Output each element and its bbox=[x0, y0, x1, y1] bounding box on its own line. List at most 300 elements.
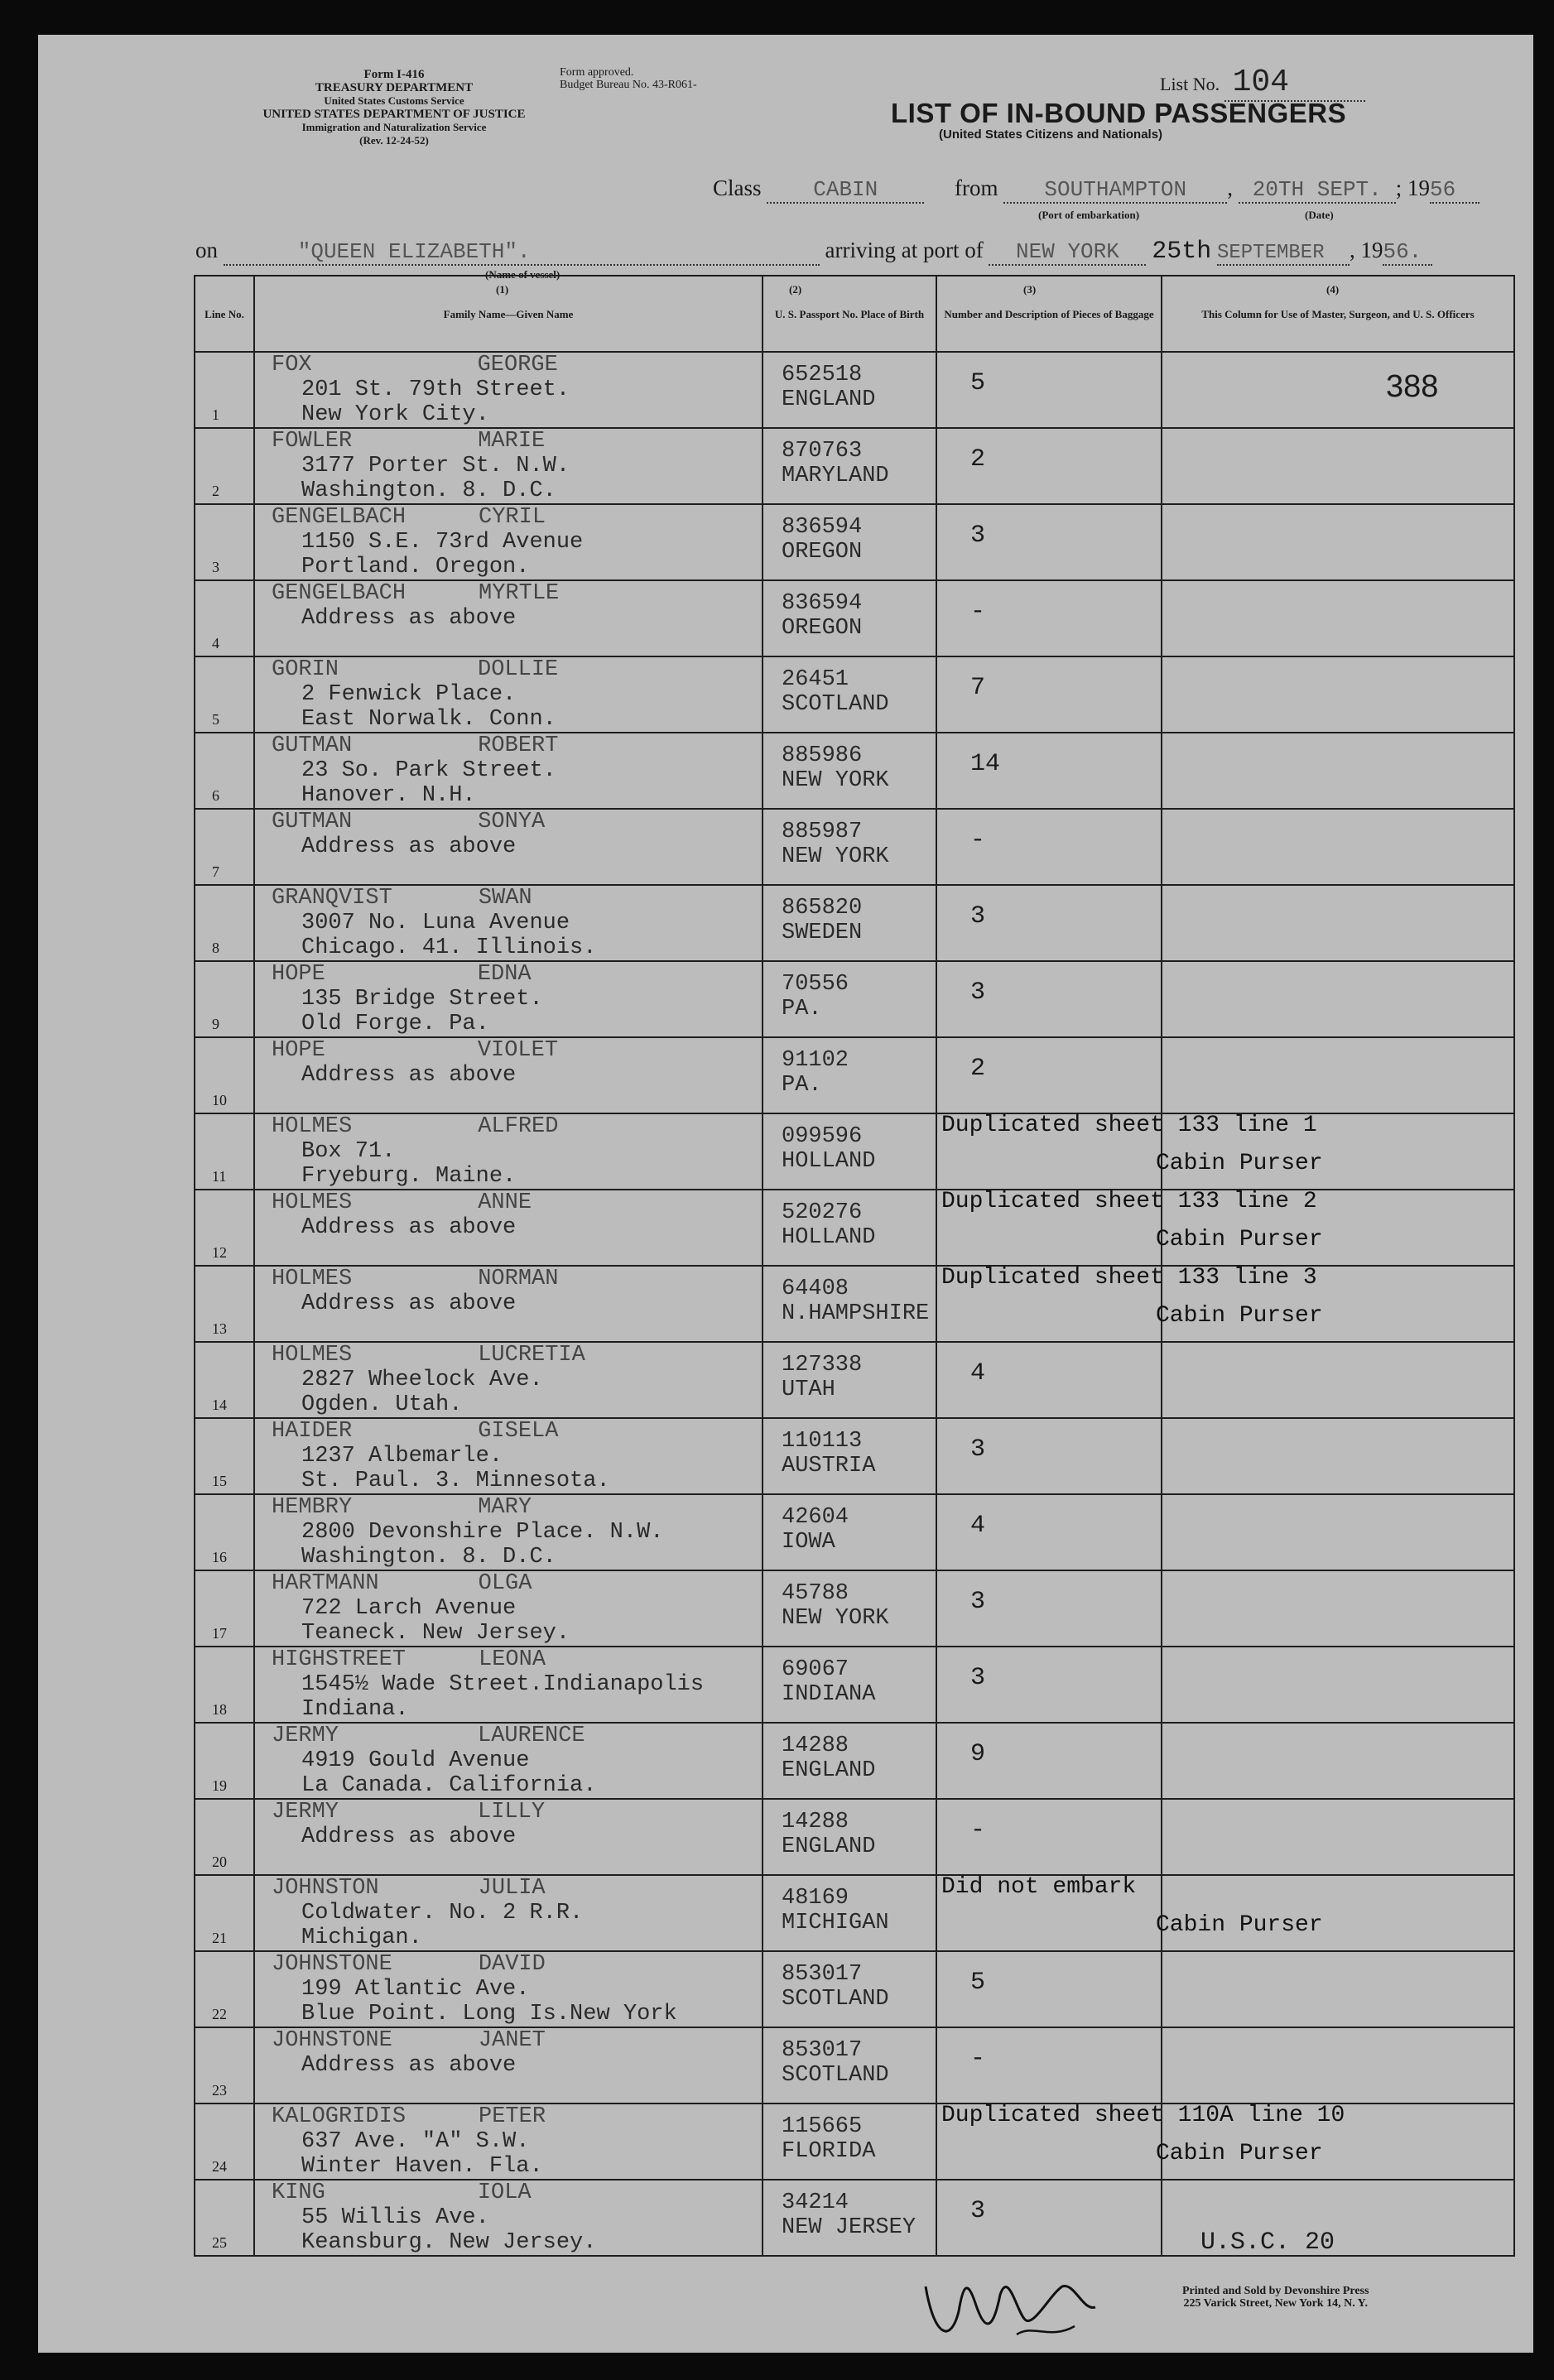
place-of-birth: N.HAMPSHIRE bbox=[782, 1301, 930, 1326]
duplicate-note: Duplicated sheet 133 line 3 bbox=[941, 1265, 1317, 1291]
table-row bbox=[195, 2027, 1514, 2104]
name-block bbox=[272, 1724, 596, 1798]
baggage-count: 2 bbox=[970, 445, 986, 474]
passport-number: 853017 bbox=[782, 1962, 863, 1987]
line-number: 13 bbox=[212, 1320, 227, 1337]
printer-line-2: 225 Varick Street, New York 14, N. Y. bbox=[1183, 2297, 1369, 2310]
passport-cell bbox=[763, 1190, 936, 1266]
baggage-count: - bbox=[970, 1816, 986, 1844]
class-value: CABIN bbox=[767, 177, 924, 204]
on-label: on bbox=[195, 238, 218, 262]
passport-number: 652518 bbox=[782, 363, 863, 387]
table-row bbox=[195, 1875, 1514, 1951]
name-cell bbox=[254, 1875, 763, 1951]
passport-block bbox=[782, 667, 889, 717]
passport-cell bbox=[763, 1342, 936, 1418]
given-name: LILLY bbox=[478, 1800, 546, 1825]
line-number: 8 bbox=[212, 940, 219, 956]
form-revision: (Rev. 12-24-52) bbox=[359, 134, 429, 147]
name-cell bbox=[254, 504, 763, 580]
name-block bbox=[272, 581, 559, 656]
passport-cell bbox=[763, 733, 936, 809]
port-caption: (Port of embarkation) bbox=[1038, 209, 1140, 221]
officers-cell bbox=[1162, 1494, 1514, 1570]
given-name: EDNA bbox=[477, 962, 532, 987]
passport-number: 853017 bbox=[782, 2038, 863, 2063]
address-line-1: Address as above bbox=[301, 834, 517, 859]
baggage-cell bbox=[936, 2027, 1162, 2104]
passport-cell bbox=[763, 504, 936, 580]
address-line-2: Michigan. bbox=[301, 1926, 422, 1950]
line-no-cell bbox=[195, 885, 254, 961]
passport-cell bbox=[763, 1418, 936, 1494]
place-of-birth: SCOTLAND bbox=[782, 2063, 889, 2088]
baggage-count: 3 bbox=[970, 1588, 986, 1616]
address-line-1: Box 71. bbox=[301, 1139, 396, 1164]
officers-cell bbox=[1162, 1951, 1514, 2027]
baggage-cell bbox=[936, 1342, 1162, 1418]
table-row bbox=[195, 504, 1514, 580]
given-name: JULIA bbox=[478, 1876, 546, 1901]
passport-block bbox=[782, 2114, 875, 2164]
passport-number: 14288 bbox=[782, 1733, 849, 1758]
line-no-cell bbox=[195, 1570, 254, 1647]
table-row bbox=[195, 580, 1514, 656]
name-block bbox=[272, 1267, 558, 1341]
address-line-2: Chicago. 41. Illinois. bbox=[301, 935, 597, 960]
name-cell bbox=[254, 656, 763, 733]
baggage-cell bbox=[936, 1723, 1162, 1799]
col-baggage: Number and Description of Pieces of Baggage bbox=[936, 276, 1162, 352]
address-line-1: 23 So. Park Street. bbox=[301, 758, 556, 783]
line-no-cell bbox=[195, 504, 254, 580]
passport-number: 127338 bbox=[782, 1353, 863, 1378]
col-number-4: (4) bbox=[1326, 283, 1340, 296]
passenger-rows bbox=[195, 352, 1514, 2256]
surname: GENGELBACH bbox=[272, 581, 407, 606]
officers-cell bbox=[1162, 580, 1514, 656]
address-line-1: 2827 Wheelock Ave. bbox=[301, 1368, 543, 1392]
table-row bbox=[195, 1494, 1514, 1570]
passport-cell bbox=[763, 1647, 936, 1723]
arriving-label: arriving at port of bbox=[825, 238, 984, 262]
address-line-2: Indiana. bbox=[301, 1697, 409, 1722]
baggage-count: 14 bbox=[970, 750, 1001, 778]
date-year-prefix: 19 bbox=[1407, 175, 1431, 200]
address-line-2: Portland. Oregon. bbox=[301, 555, 530, 579]
place-of-birth: NEW JERSEY bbox=[782, 2215, 917, 2240]
passport-number: 110113 bbox=[782, 1429, 863, 1454]
line-number: 6 bbox=[212, 787, 219, 804]
given-name: DOLLIE bbox=[478, 657, 559, 682]
passport-number: 865820 bbox=[782, 896, 863, 921]
date-value: 20TH SEPT. bbox=[1239, 177, 1396, 204]
officers-cell bbox=[1162, 352, 1514, 428]
name-cell bbox=[254, 1266, 763, 1342]
line-no-cell bbox=[195, 1875, 254, 1951]
surname: GENGELBACH bbox=[272, 505, 407, 530]
address-line-1: 1545½ Wade Street.Indianapolis bbox=[301, 1672, 705, 1697]
line-number: 22 bbox=[212, 2006, 227, 2022]
name-cell bbox=[254, 1647, 763, 1723]
name-block bbox=[272, 1190, 532, 1265]
cabin-purser-label: Cabin Purser bbox=[1156, 1151, 1323, 1176]
vessel-caption: (Name of vessel) bbox=[485, 268, 560, 281]
given-name: ALFRED bbox=[478, 1114, 559, 1139]
baggage-cell bbox=[936, 733, 1162, 809]
address-line-2: New York City. bbox=[301, 402, 489, 427]
passport-cell bbox=[763, 961, 936, 1037]
address-line-2: Blue Point. Long Is.New York bbox=[301, 2002, 677, 2027]
name-cell bbox=[254, 1799, 763, 1875]
passport-cell bbox=[763, 1494, 936, 1570]
given-name: PETER bbox=[479, 2104, 546, 2129]
passport-cell bbox=[763, 580, 936, 656]
passport-cell bbox=[763, 1113, 936, 1190]
place-of-birth: SCOTLAND bbox=[782, 1987, 889, 2012]
place-of-birth: FLORIDA bbox=[782, 2139, 876, 2164]
passport-number: 885986 bbox=[782, 743, 863, 768]
given-name: MYRTLE bbox=[479, 581, 560, 606]
baggage-count: 5 bbox=[970, 369, 986, 397]
line-number: 5 bbox=[212, 711, 219, 728]
arrival-year: 56. bbox=[1383, 239, 1432, 266]
passport-block bbox=[782, 2190, 916, 2240]
given-name: VIOLET bbox=[477, 1038, 559, 1063]
passport-block bbox=[782, 820, 889, 869]
name-block bbox=[272, 1647, 704, 1722]
address-line-2: Washington. 8. D.C. bbox=[301, 1545, 556, 1570]
given-name: MARIE bbox=[478, 429, 546, 454]
passport-number: 836594 bbox=[782, 591, 863, 616]
from-value: SOUTHAMPTON bbox=[1003, 177, 1227, 204]
given-name: LEONA bbox=[479, 1647, 546, 1672]
baggage-cell bbox=[936, 1037, 1162, 1113]
place-of-birth: ENGLAND bbox=[782, 387, 876, 412]
address-line-2: Ogden. Utah. bbox=[301, 1392, 463, 1417]
name-cell bbox=[254, 352, 763, 428]
surname: KING bbox=[272, 2180, 325, 2205]
name-cell bbox=[254, 961, 763, 1037]
name-block bbox=[272, 1419, 610, 1493]
baggage-cell bbox=[936, 504, 1162, 580]
name-cell bbox=[254, 1037, 763, 1113]
passport-number: 26451 bbox=[782, 667, 849, 692]
place-of-birth: ENGLAND bbox=[782, 1834, 876, 1859]
name-block bbox=[272, 657, 558, 732]
arrival-port: NEW YORK bbox=[989, 239, 1146, 266]
line-no-cell bbox=[195, 656, 254, 733]
table-row bbox=[195, 1037, 1514, 1113]
passport-cell bbox=[763, 2104, 936, 2180]
line-no-cell bbox=[195, 961, 254, 1037]
duplicate-note: Duplicated sheet 133 line 1 bbox=[941, 1113, 1317, 1138]
line-number: 12 bbox=[212, 1244, 227, 1261]
name-block bbox=[272, 1038, 558, 1113]
line-no-cell bbox=[195, 1266, 254, 1342]
line-no-cell bbox=[195, 733, 254, 809]
name-block bbox=[272, 505, 583, 579]
passport-cell bbox=[763, 352, 936, 428]
address-line-1: 3177 Porter St. N.W. bbox=[301, 454, 570, 478]
passport-number: 48169 bbox=[782, 1886, 849, 1911]
passport-block bbox=[782, 1353, 862, 1402]
name-block bbox=[272, 810, 545, 884]
surname: FOWLER bbox=[272, 429, 353, 454]
baggage-cell bbox=[936, 580, 1162, 656]
place-of-birth: OREGON bbox=[782, 616, 863, 641]
address-line-1: 1150 S.E. 73rd Avenue bbox=[301, 530, 584, 555]
col-line-no: Line No. bbox=[195, 276, 254, 352]
baggage-count: - bbox=[970, 2045, 986, 2073]
line-no-cell bbox=[195, 580, 254, 656]
given-name: GISELA bbox=[478, 1419, 559, 1444]
surname: HEMBRY bbox=[272, 1495, 353, 1520]
place-of-birth: NEW YORK bbox=[782, 768, 889, 793]
officers-cell bbox=[1162, 504, 1514, 580]
passport-number: 115665 bbox=[782, 2114, 863, 2139]
col-name: Family Name—Given Name bbox=[254, 276, 763, 352]
date-caption: (Date) bbox=[1305, 209, 1334, 221]
address-line-2: Hanover. N.H. bbox=[301, 783, 476, 808]
surname: HOLMES bbox=[272, 1343, 353, 1368]
passport-block bbox=[782, 896, 862, 945]
passport-cell bbox=[763, 1875, 936, 1951]
name-cell bbox=[254, 733, 763, 809]
baggage-count: 5 bbox=[970, 1969, 986, 1997]
address-line-1: Address as above bbox=[301, 2053, 517, 2078]
line-no-cell bbox=[195, 428, 254, 504]
date-year: 56 bbox=[1430, 177, 1479, 204]
form-issuer-block bbox=[204, 68, 585, 147]
address-line-1: 199 Atlantic Ave. bbox=[301, 1977, 530, 2002]
officers-cell bbox=[1162, 428, 1514, 504]
signature-scrawl bbox=[917, 2262, 1116, 2353]
line-number: 3 bbox=[212, 559, 219, 575]
passport-block bbox=[782, 1200, 875, 1250]
passport-number: 70556 bbox=[782, 972, 849, 997]
vessel-name: "QUEEN ELIZABETH". bbox=[224, 239, 820, 266]
name-cell bbox=[254, 1494, 763, 1570]
surname: JERMY bbox=[272, 1800, 339, 1825]
passport-block bbox=[782, 1277, 929, 1326]
customs-service: United States Customs Service bbox=[324, 94, 464, 107]
address-line-1: 2800 Devonshire Place. N.W. bbox=[301, 1520, 664, 1545]
table-row bbox=[195, 733, 1514, 809]
address-line-1: 135 Bridge Street. bbox=[301, 987, 543, 1012]
address-line-1: Address as above bbox=[301, 1063, 517, 1088]
name-cell bbox=[254, 1570, 763, 1647]
cabin-purser-label: Cabin Purser bbox=[1156, 2141, 1323, 2166]
surname: GRANQVIST bbox=[272, 886, 392, 911]
officers-cell bbox=[1156, 1875, 1514, 1951]
surname: JOHNSTONE bbox=[272, 1952, 392, 1977]
cabin-purser-label: Cabin Purser bbox=[1156, 1303, 1323, 1329]
place-of-birth: HOLLAND bbox=[782, 1225, 876, 1250]
address-line-1: 2 Fenwick Place. bbox=[301, 682, 517, 707]
address-line-1: 201 St. 79th Street. bbox=[301, 377, 570, 402]
duplicate-note: Did not embark bbox=[941, 1874, 1137, 1900]
address-line-1: Address as above bbox=[301, 1291, 517, 1316]
line-number: 20 bbox=[212, 1854, 227, 1870]
officers-cell bbox=[1162, 809, 1514, 885]
name-cell bbox=[254, 2104, 763, 2180]
passport-block bbox=[782, 363, 875, 412]
col-number-3: (3) bbox=[1023, 283, 1037, 296]
name-cell bbox=[254, 1342, 763, 1418]
given-name: CYRIL bbox=[479, 505, 546, 530]
passport-block bbox=[782, 2038, 889, 2088]
name-cell bbox=[254, 2180, 763, 2256]
passport-number: 69067 bbox=[782, 1657, 849, 1682]
officers-cell bbox=[1162, 1342, 1514, 1418]
line-no-cell bbox=[195, 1190, 254, 1266]
baggage-cell bbox=[936, 352, 1162, 428]
address-line-2: La Canada. California. bbox=[301, 1773, 597, 1798]
given-name: LUCRETIA bbox=[478, 1343, 585, 1368]
place-of-birth: IOWA bbox=[782, 1530, 835, 1555]
address-line-1: 722 Larch Avenue bbox=[301, 1596, 517, 1621]
passport-number: 64408 bbox=[782, 1277, 849, 1301]
name-cell bbox=[254, 1951, 763, 2027]
line-no-cell bbox=[195, 809, 254, 885]
line-no-cell bbox=[195, 1723, 254, 1799]
given-name: OLGA bbox=[478, 1571, 532, 1596]
line-number: 7 bbox=[212, 863, 219, 880]
col-passport: U. S. Passport No. Place of Birth bbox=[763, 276, 936, 352]
name-cell bbox=[254, 428, 763, 504]
passport-block bbox=[782, 1733, 875, 1783]
baggage-count: 3 bbox=[970, 1664, 986, 1692]
ins-service: Immigration and Naturalization Service bbox=[301, 121, 487, 133]
officers-cell bbox=[1162, 733, 1514, 809]
officers-cell bbox=[1162, 1799, 1514, 1875]
passport-block bbox=[782, 1124, 875, 1174]
passport-number: 836594 bbox=[782, 515, 863, 540]
passport-block bbox=[782, 515, 862, 565]
usc-note: U.S.C. 20 bbox=[1200, 2229, 1335, 2257]
address-line-2: Fryeburg. Maine. bbox=[301, 1164, 517, 1189]
passport-number: 870763 bbox=[782, 439, 863, 464]
passport-cell bbox=[763, 1037, 936, 1113]
table-row bbox=[195, 1418, 1514, 1494]
line-number: 16 bbox=[212, 1549, 227, 1565]
officers-cell bbox=[1162, 1037, 1514, 1113]
table-row bbox=[195, 1647, 1514, 1723]
printer-line-1: Printed and Sold by Devonshire Press bbox=[1182, 2285, 1369, 2297]
passport-block bbox=[782, 972, 849, 1022]
given-name: MARY bbox=[478, 1495, 532, 1520]
list-no-value: 104 bbox=[1232, 65, 1290, 100]
place-of-birth: UTAH bbox=[782, 1378, 835, 1402]
officers-cell bbox=[1162, 1570, 1514, 1647]
passport-cell bbox=[763, 1570, 936, 1647]
passport-cell bbox=[763, 1723, 936, 1799]
table-row bbox=[195, 1190, 1514, 1266]
baggage-cell bbox=[936, 1875, 1162, 1951]
given-name: SONYA bbox=[478, 810, 546, 834]
line-no-cell bbox=[195, 2027, 254, 2104]
line-no-cell bbox=[195, 2180, 254, 2256]
line-number: 10 bbox=[212, 1092, 227, 1108]
place-of-birth: PA. bbox=[782, 1073, 822, 1098]
place-of-birth: MARYLAND bbox=[782, 464, 889, 488]
baggage-cell bbox=[936, 1951, 1162, 2027]
passport-cell bbox=[763, 656, 936, 733]
vessel-arrival-row: on "QUEEN ELIZABETH". arriving at port of NEW YORK 25th SEPTEMBER , 1956. bbox=[195, 238, 1537, 266]
given-name: GEORGE bbox=[477, 353, 558, 377]
given-name: LAURENCE bbox=[478, 1724, 585, 1748]
address-line-1: 637 Ave. "A" S.W. bbox=[301, 2129, 530, 2154]
surname: FOX bbox=[272, 353, 312, 377]
surname: HOLMES bbox=[272, 1267, 353, 1291]
list-no-field bbox=[1224, 65, 1365, 102]
page-subtitle: (United States Citizens and Nationals) bbox=[939, 127, 1163, 142]
name-block bbox=[272, 429, 570, 503]
passport-number: 42604 bbox=[782, 1505, 849, 1530]
table-row bbox=[195, 1113, 1514, 1190]
table-row bbox=[195, 656, 1514, 733]
place-of-birth: HOLLAND bbox=[782, 1149, 876, 1174]
baggage-count: 3 bbox=[970, 902, 986, 930]
baggage-cell bbox=[936, 1647, 1162, 1723]
name-block bbox=[272, 1114, 558, 1189]
passport-number: 520276 bbox=[782, 1200, 863, 1225]
passport-cell bbox=[763, 2027, 936, 2104]
address-line-1: 3007 No. Luna Avenue bbox=[301, 911, 570, 935]
surname: GUTMAN bbox=[272, 733, 353, 758]
name-block bbox=[272, 886, 596, 960]
surname: HAIDER bbox=[272, 1419, 353, 1444]
address-line-1: 1237 Albemarle. bbox=[301, 1444, 503, 1469]
name-cell bbox=[254, 1723, 763, 1799]
name-block bbox=[272, 1952, 677, 2027]
address-line-2: Teaneck. New Jersey. bbox=[301, 1621, 570, 1646]
line-number: 15 bbox=[212, 1473, 227, 1489]
passport-block bbox=[782, 1429, 875, 1478]
name-block bbox=[272, 733, 558, 808]
line-number: 25 bbox=[212, 2234, 227, 2251]
place-of-birth: ENGLAND bbox=[782, 1758, 876, 1783]
line-no-cell bbox=[195, 2104, 254, 2180]
duplicate-note: Duplicated sheet 133 line 2 bbox=[941, 1189, 1317, 1214]
officers-cell bbox=[1162, 1418, 1514, 1494]
line-no-cell bbox=[195, 1951, 254, 2027]
baggage-cell bbox=[936, 428, 1162, 504]
place-of-birth: NEW YORK bbox=[782, 844, 889, 869]
line-no-cell bbox=[195, 352, 254, 428]
surname: GORIN bbox=[272, 657, 339, 682]
passport-block bbox=[782, 743, 889, 793]
cabin-purser-label: Cabin Purser bbox=[1156, 1227, 1323, 1253]
line-no-cell bbox=[195, 1342, 254, 1418]
address-line-2: Winter Haven. Fla. bbox=[301, 2154, 543, 2179]
table-row bbox=[195, 1951, 1514, 2027]
passport-cell bbox=[763, 885, 936, 961]
passport-block bbox=[782, 1886, 889, 1935]
passport-block bbox=[782, 1962, 889, 2012]
place-of-birth: AUSTRIA bbox=[782, 1454, 876, 1478]
name-block bbox=[272, 2028, 546, 2103]
baggage-cell bbox=[936, 809, 1162, 885]
passport-number: 14288 bbox=[782, 1810, 849, 1834]
budget-bureau: Budget Bureau No. 43-R061- bbox=[560, 79, 697, 91]
name-cell bbox=[254, 1190, 763, 1266]
baggage-count: 3 bbox=[970, 2197, 986, 2225]
surname: HOLMES bbox=[272, 1190, 353, 1215]
table-row bbox=[195, 1799, 1514, 1875]
place-of-birth: MICHIGAN bbox=[782, 1911, 889, 1935]
